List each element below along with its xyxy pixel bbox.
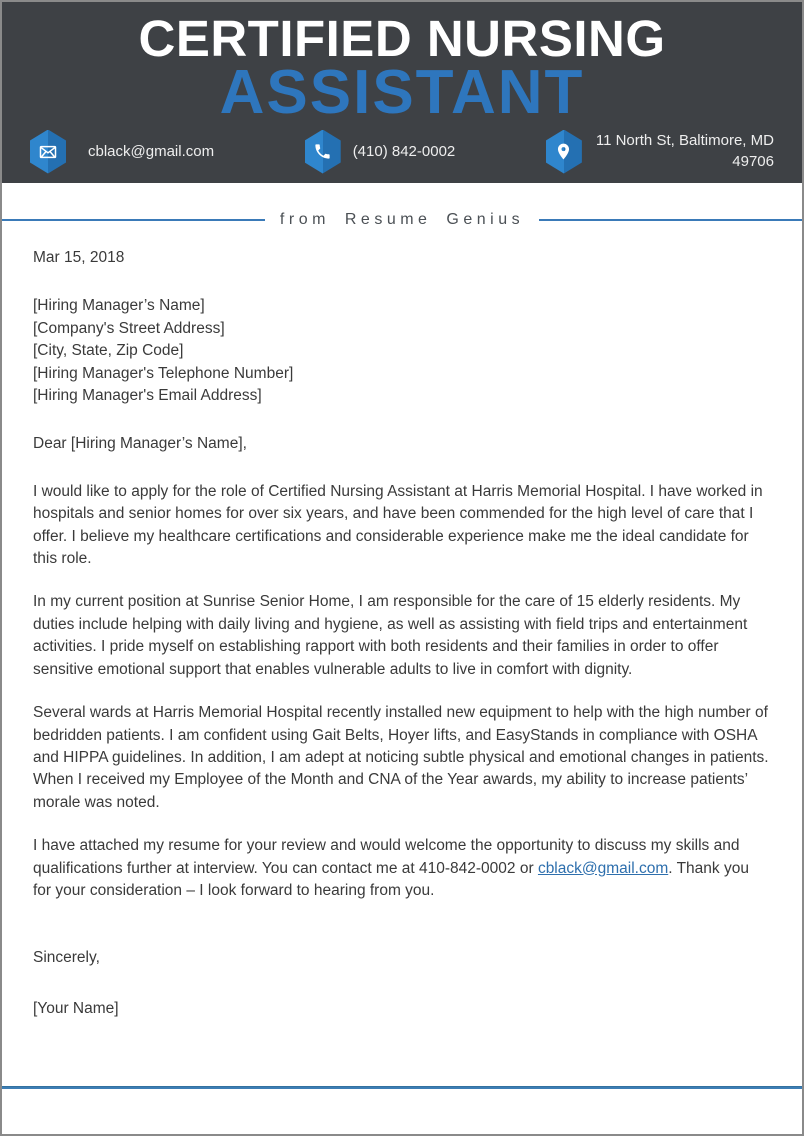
contact-address-line2: 49706 <box>732 152 774 170</box>
contact-address-text <box>596 131 774 172</box>
signature-placeholder: [Your Name] <box>33 999 119 1017</box>
footer-divider-line <box>2 1086 802 1089</box>
letter-body <box>2 247 802 1020</box>
paragraph-current-role: In my current position at Sunrise Senior Home, I am responsible for the care of 15 elderly residents. My duties include helping with daily living and hygiene, as well as assisting with field trips and entertainment activities. I pride myself on establishing rapport with both residents and their families in order to offer sensitive emotional support that enables vulnerable adults to live in comfort with dignity. <box>33 593 748 678</box>
salutation: Dear [Hiring Manager’s Name], <box>33 435 247 453</box>
divider-line-right <box>539 219 802 221</box>
letter-date: Mar 15, 2018 <box>33 249 125 266</box>
recipient-line: [Hiring Manager's Telephone Number] <box>33 364 294 382</box>
contact-row <box>2 130 802 174</box>
email-link[interactable]: cblack@gmail.com <box>537 859 669 877</box>
sign-off: Sincerely, <box>33 949 100 967</box>
divider-line-left <box>2 219 265 221</box>
recipient-line: [City, State, Zip Code] <box>33 342 184 360</box>
contact-address-line1: 11 North St, Baltimore, MD <box>595 132 774 150</box>
header <box>2 2 802 183</box>
contact-email <box>30 130 214 174</box>
paragraph-intro: I would like to apply for the role of Certified Nursing Assistant at Harris Memorial Hospital. I have worked in hospitals and senior homes for over six years, and have been commended for the high level of care that I offer. I believe my healthcare certifications and considerable experience make me the ideal candidate for this role. <box>33 482 763 568</box>
location-pin-icon <box>546 130 582 174</box>
brand-divider-label: from Resume Genius <box>279 211 525 228</box>
recipient-line: [Company's Street Address] <box>33 319 225 337</box>
recipient-line: [Hiring Manager’s Name] <box>33 297 205 315</box>
contact-phone-text: (410) 842-0002 <box>352 143 456 161</box>
brand-divider <box>2 209 802 231</box>
page-title: CERTIFIED NURSING <box>138 10 666 67</box>
closing-text-after-link: . Thank you for your consideration – I look forward to hearing from you. <box>33 859 749 899</box>
recipient-line: [Hiring Manager's Email Address] <box>33 387 262 405</box>
contact-phone <box>305 130 456 174</box>
page-subtitle: ASSISTANT <box>219 57 585 127</box>
paragraph-closing <box>33 835 771 902</box>
contact-address <box>546 130 774 174</box>
contact-email-text: cblack@gmail.com <box>88 143 215 161</box>
closing-text-before-link: I have attached my resume for your review and would welcome the opportunity to discuss my skills and qualifications further at interview. You can contact me at 410-842-0002 or <box>33 837 740 877</box>
envelope-icon <box>30 130 66 174</box>
phone-icon <box>305 130 341 174</box>
paragraph-skills: Several wards at Harris Memorial Hospital recently installed new equipment to help with the high number of bedridden patients. I am confident using Gait Belts, Hoyer lifts, and EasyStands in compliance with OSHA and HIPPA guidelines. In addition, I am adept at noticing subtle physical and emotional changes in patients. When I received my Employee of the Month and CNA of the Year awards, my ability to increase patients’ morale was noted. <box>33 704 769 811</box>
recipient-block <box>33 295 771 407</box>
